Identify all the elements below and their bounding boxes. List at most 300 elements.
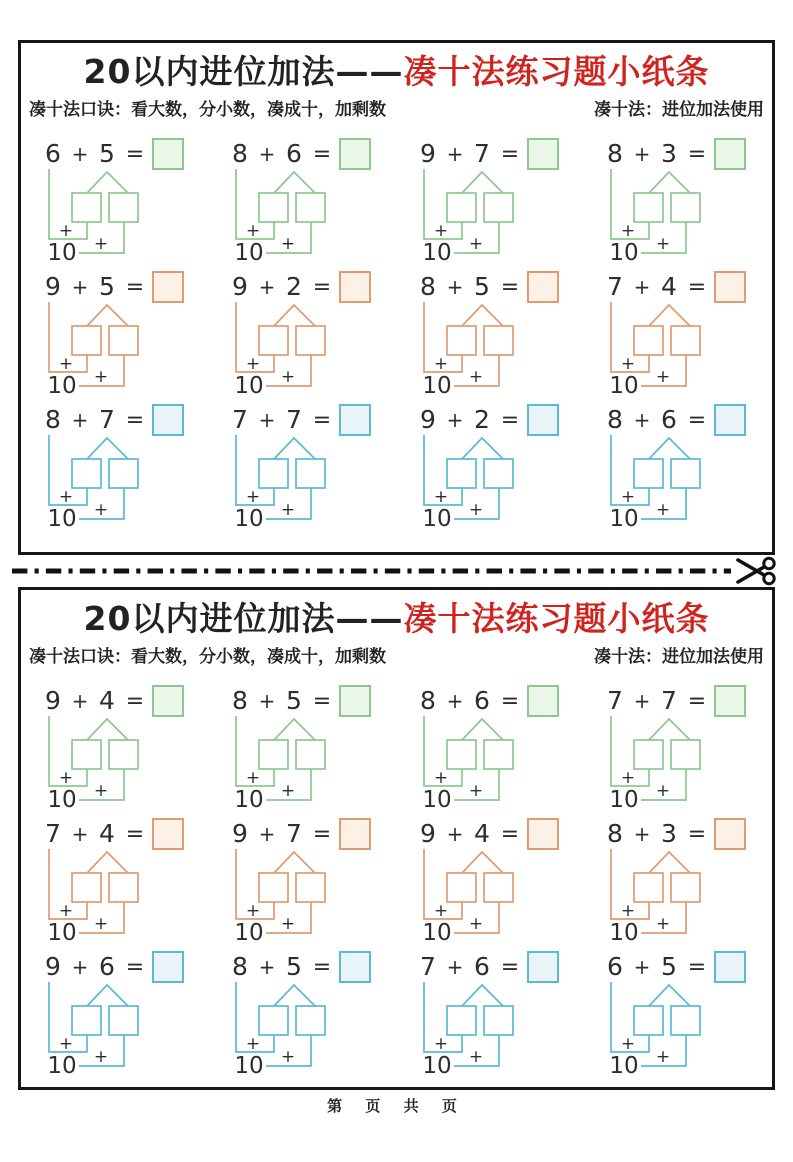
answer-box[interactable] xyxy=(153,405,183,435)
addend-first: 7 xyxy=(607,686,623,716)
worksheet-section xyxy=(18,587,775,1090)
problem-diagram xyxy=(230,816,375,944)
decomposition-box-left[interactable] xyxy=(72,193,101,222)
answer-box[interactable] xyxy=(715,952,745,982)
decomposition-box-left[interactable] xyxy=(72,1006,101,1035)
answer-box[interactable] xyxy=(340,405,370,435)
ten-label: 10 xyxy=(47,920,77,945)
title-main-text: 20以内进位加法—— xyxy=(83,52,404,91)
problem-row-green xyxy=(21,136,772,269)
addend-first: 9 xyxy=(45,952,61,982)
decomposition-box-right[interactable] xyxy=(109,193,138,222)
answer-box[interactable] xyxy=(528,952,558,982)
problem-cell xyxy=(43,136,188,264)
addend-second: 7 xyxy=(99,405,115,435)
split-caret-line xyxy=(462,719,503,740)
addend-first: 8 xyxy=(419,686,436,716)
problem-cell xyxy=(418,136,563,264)
plus-sign: + xyxy=(446,822,464,847)
answer-box[interactable] xyxy=(715,272,745,302)
problem-diagram xyxy=(230,269,375,397)
addend-first: 6 xyxy=(45,139,61,169)
problem-diagram xyxy=(43,402,188,530)
addend-second: 5 xyxy=(286,952,303,982)
problem-diagram xyxy=(43,816,188,944)
problem-diagram xyxy=(605,136,750,264)
ten-label: 10 xyxy=(422,1053,452,1078)
addend-first: 8 xyxy=(419,272,436,302)
equals-sign: = xyxy=(313,689,332,715)
bottom-worksheet-slot xyxy=(0,587,793,1090)
ten-label: 10 xyxy=(234,787,264,812)
title-accent-text: 凑十法练习题小纸条 xyxy=(403,52,710,91)
plus-sign: + xyxy=(258,689,276,714)
equals-sign: = xyxy=(313,822,332,848)
answer-box[interactable] xyxy=(153,272,183,302)
problem-diagram xyxy=(605,949,750,1077)
addend-first: 7 xyxy=(45,819,61,849)
decomposition-box-right[interactable] xyxy=(109,1006,138,1035)
split-caret-line xyxy=(274,852,315,873)
split-caret-line xyxy=(462,305,503,326)
decomposition-box-right[interactable] xyxy=(484,1006,513,1035)
decomposition-box-right[interactable] xyxy=(671,459,700,488)
answer-box[interactable] xyxy=(528,686,558,716)
addend-first: 6 xyxy=(607,952,623,982)
plus-sign-small: + xyxy=(246,354,261,375)
plus-sign-small: + xyxy=(620,354,636,375)
ten-label: 10 xyxy=(47,240,77,265)
plus-sign: + xyxy=(633,408,651,433)
plus-sign-small: + xyxy=(58,354,74,375)
subtitle-right-text: 凑十法：进位加法使用 xyxy=(594,100,764,121)
equals-sign: = xyxy=(313,955,332,981)
answer-box[interactable] xyxy=(715,819,745,849)
answer-box[interactable] xyxy=(340,139,370,169)
decomposition-box-right[interactable] xyxy=(109,326,138,355)
plus-sign-small: + xyxy=(281,781,296,802)
problem-diagram xyxy=(230,683,375,811)
answer-box[interactable] xyxy=(153,686,183,716)
decomposition-box-left[interactable] xyxy=(259,740,288,769)
plus-sign-small: + xyxy=(58,1034,74,1055)
addend-second: 5 xyxy=(99,139,115,169)
ten-label: 10 xyxy=(422,240,452,265)
plus-sign: + xyxy=(258,408,276,433)
problem-cell xyxy=(230,949,375,1077)
problem-row-blue xyxy=(21,402,772,535)
decomposition-box-left[interactable] xyxy=(447,873,476,902)
plus-sign-small: + xyxy=(468,1047,483,1068)
decomposition-box-left[interactable] xyxy=(72,740,101,769)
problem-cell xyxy=(230,816,375,944)
equals-sign: = xyxy=(687,275,707,301)
equals-sign: = xyxy=(313,142,332,168)
split-caret-line xyxy=(274,438,315,459)
problem-cell xyxy=(230,136,375,264)
plus-sign: + xyxy=(633,822,651,847)
ten-label: 10 xyxy=(609,787,639,812)
decomposition-box-right[interactable] xyxy=(296,740,325,769)
problem-diagram xyxy=(605,269,750,397)
ten-label: 10 xyxy=(234,1053,264,1078)
plus-sign-small: + xyxy=(433,354,448,375)
problem-cell xyxy=(605,136,750,264)
addend-first: 9 xyxy=(45,272,61,302)
addend-first: 7 xyxy=(232,405,249,435)
split-caret-line xyxy=(87,852,128,873)
answer-box[interactable] xyxy=(715,405,745,435)
ten-label: 10 xyxy=(422,920,452,945)
plus-sign-small: + xyxy=(468,914,483,935)
problem-diagram xyxy=(418,136,563,264)
addend-second: 6 xyxy=(473,952,490,982)
plus-sign-small: + xyxy=(93,500,109,521)
plus-sign-small: + xyxy=(281,234,296,255)
addend-second: 7 xyxy=(473,139,490,169)
decomposition-box-left[interactable] xyxy=(72,459,101,488)
plus-sign-small: + xyxy=(246,901,261,922)
addend-first: 8 xyxy=(232,686,249,716)
decomposition-box-right[interactable] xyxy=(296,459,325,488)
ten-label: 10 xyxy=(47,373,77,398)
dashed-cut-line xyxy=(12,567,731,575)
title-accent-text: 凑十法练习题小纸条 xyxy=(403,599,710,638)
plus-sign: + xyxy=(258,275,276,300)
section-subtitle xyxy=(29,95,764,120)
problem-cell xyxy=(418,402,563,530)
equals-sign: = xyxy=(500,955,519,981)
decomposition-box-left[interactable] xyxy=(634,873,663,902)
section-title xyxy=(21,598,772,639)
plus-sign-small: + xyxy=(655,234,671,255)
plus-sign: + xyxy=(633,955,651,980)
decomposition-box-right[interactable] xyxy=(484,873,513,902)
plus-sign: + xyxy=(258,822,276,847)
ten-label: 10 xyxy=(47,787,77,812)
equals-sign: = xyxy=(125,689,145,715)
plus-sign-small: + xyxy=(620,1034,636,1055)
decomposition-box-right[interactable] xyxy=(296,326,325,355)
ten-label: 10 xyxy=(234,506,264,531)
plus-sign: + xyxy=(71,142,89,167)
plus-sign-small: + xyxy=(246,221,261,242)
decomposition-box-right[interactable] xyxy=(671,740,700,769)
addend-second: 2 xyxy=(473,405,490,435)
split-caret-line xyxy=(462,852,503,873)
answer-box[interactable] xyxy=(715,686,745,716)
split-caret-line xyxy=(87,438,128,459)
problem-row-blue xyxy=(21,949,772,1082)
section-title xyxy=(21,51,772,92)
plus-sign-small: + xyxy=(468,367,483,388)
problem-cell xyxy=(605,816,750,944)
problem-diagram xyxy=(43,269,188,397)
answer-box[interactable] xyxy=(528,405,558,435)
decomposition-box-right[interactable] xyxy=(484,740,513,769)
problem-cell xyxy=(605,402,750,530)
page-footer: 第 页 共 页 xyxy=(327,1097,466,1115)
problem-diagram xyxy=(418,816,563,944)
decomposition-box-right[interactable] xyxy=(671,326,700,355)
answer-box[interactable] xyxy=(340,686,370,716)
problem-diagram xyxy=(230,402,375,530)
plus-sign-small: + xyxy=(468,234,483,255)
decomposition-box-right[interactable] xyxy=(484,193,513,222)
equals-sign: = xyxy=(125,142,145,168)
addend-second: 6 xyxy=(286,139,303,169)
addend-first: 9 xyxy=(45,686,61,716)
decomposition-box-right[interactable] xyxy=(109,459,138,488)
plus-sign-small: + xyxy=(655,914,671,935)
plus-sign-small: + xyxy=(433,487,448,508)
decomposition-box-right[interactable] xyxy=(109,873,138,902)
problem-cell xyxy=(43,949,188,1077)
plus-sign: + xyxy=(633,275,651,300)
ten-label: 10 xyxy=(422,787,452,812)
decomposition-box-right[interactable] xyxy=(671,873,700,902)
answer-box[interactable] xyxy=(153,819,183,849)
split-caret-line xyxy=(462,985,503,1006)
split-caret-line xyxy=(87,172,128,193)
problem-diagram xyxy=(605,683,750,811)
ten-label: 10 xyxy=(234,373,264,398)
answer-box[interactable] xyxy=(528,139,558,169)
split-caret-line xyxy=(649,852,690,873)
decomposition-box-left[interactable] xyxy=(259,193,288,222)
decomposition-box-left[interactable] xyxy=(259,1006,288,1035)
decomposition-box-left[interactable] xyxy=(634,326,663,355)
subtitle-left-text: 凑十法口诀：看大数，分小数，凑成十，加剩数 xyxy=(29,647,386,668)
problem-cell xyxy=(418,683,563,811)
addend-first: 8 xyxy=(607,819,623,849)
decomposition-box-left[interactable] xyxy=(447,193,476,222)
answer-box[interactable] xyxy=(153,952,183,982)
problem-diagram xyxy=(418,269,563,397)
answer-box[interactable] xyxy=(528,819,558,849)
problem-cell xyxy=(230,269,375,397)
decomposition-box-right[interactable] xyxy=(296,873,325,902)
scissor-handle xyxy=(764,573,774,583)
addend-first: 7 xyxy=(607,272,623,302)
addend-second: 5 xyxy=(286,686,303,716)
split-caret-line xyxy=(274,719,315,740)
split-caret-line xyxy=(649,438,690,459)
equals-sign: = xyxy=(125,408,145,434)
problem-diagram xyxy=(418,949,563,1077)
section-subtitle xyxy=(29,642,764,667)
decomposition-box-left[interactable] xyxy=(259,873,288,902)
ten-label: 10 xyxy=(422,506,452,531)
answer-box[interactable] xyxy=(153,139,183,169)
plus-sign: + xyxy=(71,822,89,847)
decomposition-box-left[interactable] xyxy=(259,326,288,355)
plus-sign: + xyxy=(71,408,89,433)
addend-first: 8 xyxy=(232,139,249,169)
decomposition-box-left[interactable] xyxy=(634,740,663,769)
split-caret-line xyxy=(649,305,690,326)
ten-label: 10 xyxy=(234,920,264,945)
equals-sign: = xyxy=(125,822,145,848)
decomposition-box-left[interactable] xyxy=(634,1006,663,1035)
plus-sign-small: + xyxy=(655,1047,671,1068)
addend-first: 9 xyxy=(419,819,436,849)
decomposition-box-left[interactable] xyxy=(634,459,663,488)
problem-cell xyxy=(418,269,563,397)
split-caret-line xyxy=(649,719,690,740)
decomposition-box-left[interactable] xyxy=(634,193,663,222)
plus-sign-small: + xyxy=(281,914,296,935)
answer-box[interactable] xyxy=(340,952,370,982)
scissor-handle xyxy=(764,558,774,568)
problems-grid xyxy=(21,683,772,1082)
addend-first: 8 xyxy=(232,952,249,982)
decomposition-box-right[interactable] xyxy=(484,326,513,355)
worksheet-page xyxy=(0,40,793,1162)
addend-second: 5 xyxy=(99,272,115,302)
addend-first: 9 xyxy=(232,819,249,849)
problems-grid xyxy=(21,136,772,535)
ten-label: 10 xyxy=(609,920,639,945)
plus-sign-small: + xyxy=(58,901,74,922)
addend-second: 4 xyxy=(661,272,677,302)
decomposition-box-right[interactable] xyxy=(296,1006,325,1035)
decomposition-box-left[interactable] xyxy=(72,326,101,355)
addend-second: 7 xyxy=(286,819,303,849)
answer-box[interactable] xyxy=(340,819,370,849)
decomposition-box-left[interactable] xyxy=(72,873,101,902)
plus-sign-small: + xyxy=(655,500,671,521)
plus-sign: + xyxy=(633,689,651,714)
addend-second: 3 xyxy=(661,819,677,849)
problem-row-orange xyxy=(21,269,772,402)
decomposition-box-right[interactable] xyxy=(296,193,325,222)
equals-sign: = xyxy=(687,822,707,848)
subtitle-right-text: 凑十法：进位加法使用 xyxy=(594,647,764,668)
plus-sign-small: + xyxy=(468,500,483,521)
decomposition-box-right[interactable] xyxy=(109,740,138,769)
title-main-text: 20以内进位加法—— xyxy=(83,599,404,638)
problem-diagram xyxy=(605,402,750,530)
ten-label: 10 xyxy=(609,373,639,398)
plus-sign-small: + xyxy=(620,487,636,508)
plus-sign-small: + xyxy=(246,768,261,789)
ten-label: 10 xyxy=(234,240,264,265)
ten-label: 10 xyxy=(609,506,639,531)
problem-cell xyxy=(230,683,375,811)
answer-box[interactable] xyxy=(340,272,370,302)
decomposition-box-left[interactable] xyxy=(447,740,476,769)
plus-sign: + xyxy=(446,689,464,714)
plus-sign: + xyxy=(446,408,464,433)
problem-cell xyxy=(43,269,188,397)
plus-sign-small: + xyxy=(58,768,74,789)
plus-sign-small: + xyxy=(93,234,109,255)
addend-second: 4 xyxy=(473,819,490,849)
plus-sign-small: + xyxy=(281,1047,296,1068)
ten-label: 10 xyxy=(609,240,639,265)
addend-first: 9 xyxy=(419,139,436,169)
plus-sign-small: + xyxy=(620,768,636,789)
plus-sign-small: + xyxy=(246,1034,261,1055)
plus-sign-small: + xyxy=(620,221,636,242)
plus-sign-small: + xyxy=(246,487,261,508)
plus-sign-small: + xyxy=(93,914,109,935)
problem-diagram xyxy=(43,683,188,811)
problem-row-green xyxy=(21,683,772,816)
cut-line xyxy=(12,555,781,587)
equals-sign: = xyxy=(125,955,145,981)
decomposition-box-left[interactable] xyxy=(259,459,288,488)
decomposition-box-left[interactable] xyxy=(447,326,476,355)
addend-first: 8 xyxy=(607,139,623,169)
decomposition-box-left[interactable] xyxy=(447,1006,476,1035)
plus-sign-small: + xyxy=(433,901,448,922)
equals-sign: = xyxy=(687,408,707,434)
problem-cell xyxy=(418,816,563,944)
top-worksheet-slot xyxy=(0,40,793,555)
equals-sign: = xyxy=(313,408,332,434)
answer-box[interactable] xyxy=(715,139,745,169)
answer-box[interactable] xyxy=(528,272,558,302)
addend-second: 4 xyxy=(99,686,115,716)
plus-sign-small: + xyxy=(655,781,671,802)
equals-sign: = xyxy=(687,955,707,981)
plus-sign-small: + xyxy=(620,901,636,922)
decomposition-box-right[interactable] xyxy=(484,459,513,488)
equals-sign: = xyxy=(500,689,519,715)
plus-sign-small: + xyxy=(281,367,296,388)
split-caret-line xyxy=(649,985,690,1006)
plus-sign: + xyxy=(446,275,464,300)
plus-sign-small: + xyxy=(281,500,296,521)
split-caret-line xyxy=(274,172,315,193)
addend-second: 2 xyxy=(286,272,303,302)
addend-second: 7 xyxy=(661,686,677,716)
problem-diagram xyxy=(418,402,563,530)
decomposition-box-left[interactable] xyxy=(447,459,476,488)
scissors-icon xyxy=(733,555,781,587)
equals-sign: = xyxy=(500,822,519,848)
plus-sign-small: + xyxy=(93,367,109,388)
problem-diagram xyxy=(43,949,188,1077)
addend-first: 9 xyxy=(232,272,249,302)
plus-sign: + xyxy=(446,955,464,980)
addend-second: 6 xyxy=(473,686,490,716)
split-caret-line xyxy=(274,305,315,326)
addend-second: 6 xyxy=(99,952,115,982)
equals-sign: = xyxy=(125,275,145,301)
plus-sign-small: + xyxy=(58,221,74,242)
plus-sign-small: + xyxy=(93,1047,109,1068)
addend-second: 6 xyxy=(661,405,677,435)
decomposition-box-right[interactable] xyxy=(671,1006,700,1035)
addend-second: 3 xyxy=(661,139,677,169)
problem-cell xyxy=(43,816,188,944)
addend-second: 4 xyxy=(99,819,115,849)
plus-sign: + xyxy=(71,275,89,300)
equals-sign: = xyxy=(500,408,519,434)
equals-sign: = xyxy=(500,275,519,301)
split-caret-line xyxy=(87,305,128,326)
decomposition-box-right[interactable] xyxy=(671,193,700,222)
problem-diagram xyxy=(43,136,188,264)
ten-label: 10 xyxy=(609,1053,639,1078)
split-caret-line xyxy=(462,438,503,459)
addend-second: 5 xyxy=(473,272,490,302)
plus-sign: + xyxy=(71,955,89,980)
plus-sign-small: + xyxy=(93,781,109,802)
